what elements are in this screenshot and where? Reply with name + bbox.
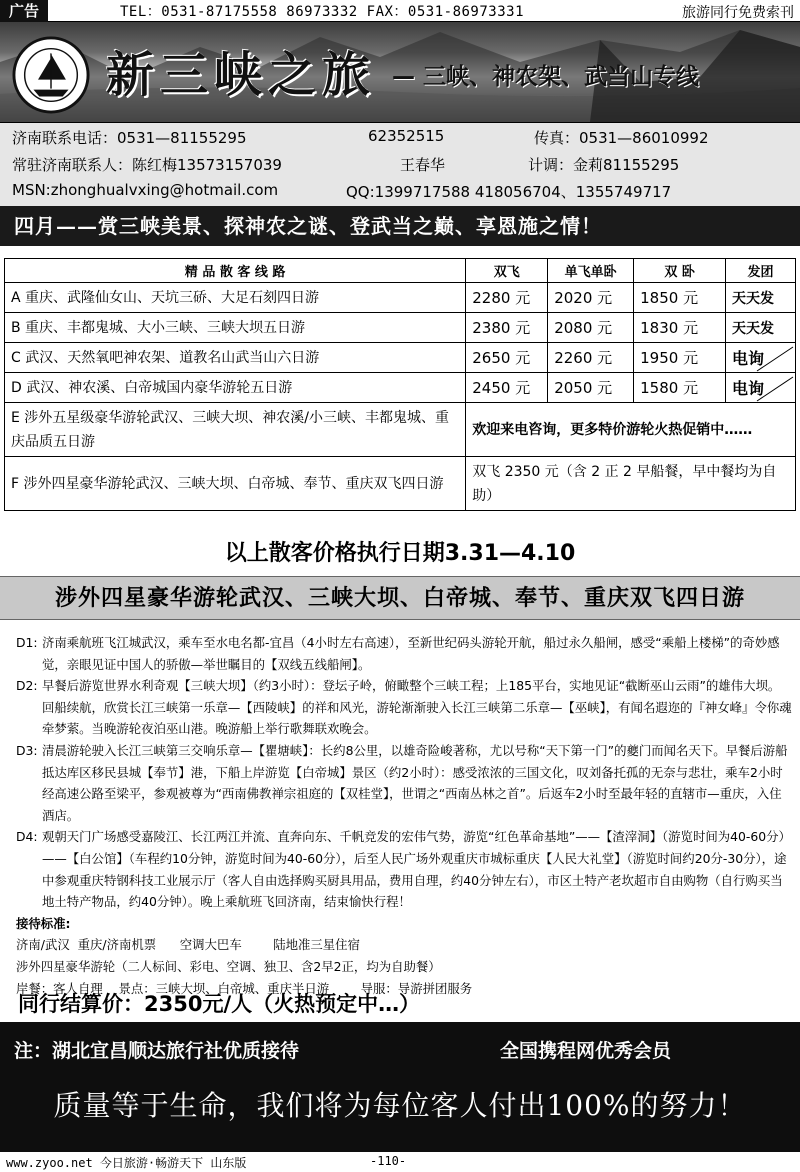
itinerary-day [16, 740, 792, 826]
resident-contact: 常驻济南联系人：陈红梅13573157039 [12, 156, 282, 174]
table-row [5, 457, 796, 511]
qq-numbers: QQ:1399717588 418056704、1355749717 [346, 183, 672, 201]
route-name: E 涉外五星级豪华游轮武汉、三峡大坝、神农溪/小三峡、丰都鬼城、重庆品质五日游 [5, 403, 466, 457]
contact-block [0, 122, 800, 206]
price-double-flight: 2450 元 [466, 373, 548, 403]
day-text: 济南乘航班飞江城武汉，乘车至水电名都-宜昌（4小时左右高速），至新世纪码头游轮开航，船过永久船闸，感受“乘船上楼梯”的奇妙感觉，亲眼见证中国人的骄傲—举世瞩目的【双线五线船闸】。 [42, 635, 780, 672]
msn-address: MSN:zhonghualvxing@hotmail.com [12, 181, 279, 199]
travel-agency-logo [12, 36, 90, 114]
itinerary [16, 632, 792, 999]
contact-person-2: 王春华 [400, 156, 446, 174]
route-name: F 涉外四星豪华游轮武汉、三峡大坝、白帝城、奉节、重庆双飞四日游 [5, 457, 466, 511]
departure [726, 373, 796, 403]
route-name: C 武汉、天然氧吧神农架、道教名山武当山六日游 [5, 343, 466, 373]
day-label: D1: [16, 635, 38, 650]
reception-note: 注：湖北宜昌顺达旅行社优质接待 [14, 1040, 300, 1062]
table-header-row [5, 259, 796, 283]
price-double-flight: 2650 元 [466, 343, 548, 373]
tour-title: 涉外四星豪华游轮武汉、三峡大坝、白帝城、奉节、重庆双飞四日游 [0, 576, 800, 620]
day-label: D2: [16, 678, 38, 694]
routes-table [4, 258, 796, 511]
itinerary-day [16, 826, 792, 912]
top-contact-line: TEL：0531-87175558 86973332 FAX：0531-86973331 [120, 4, 525, 20]
header-route: 精 品 散 客 线 路 [5, 259, 466, 283]
table-row [5, 343, 796, 373]
phone-2: 62352515 [368, 127, 445, 145]
april-slogan: 四月——赏三峡美景、探神农之谜、登武当之巅、享恩施之情！ [0, 206, 800, 246]
route-note: 双飞 2350 元（含 2 正 2 早船餐，早中餐均为自助） [466, 457, 796, 511]
table-row [5, 313, 796, 343]
header-double-flight: 双飞 [466, 259, 548, 283]
itinerary-day [16, 632, 792, 675]
day-text: 早餐后游览世界水利奇观【三峡大坝】（约3小时）：登坛子岭，俯瞰整个三峡工程；上185平台，实地见证“截断巫山云雨”的雄伟大坝。回船续航，欣赏长江三峡第一乐章—【西陵峡】的祥和风光，游轮渐渐驶入长江三峡第二乐章—【巫峡】，有闻名遐迩的『神女峰』令你魂牵梦萦。当晚游轮夜泊巫山港。晚游船上举行歌舞联欢晚会。 [42, 678, 792, 737]
route-name: A 重庆、武隆仙女山、天坑三硚、大足石刻四日游 [5, 283, 466, 313]
day-label: D3: [16, 742, 38, 758]
table-row [5, 283, 796, 313]
slash-mark [755, 343, 795, 373]
price-single-flight: 2080 元 [548, 313, 634, 343]
slash-mark [755, 373, 795, 403]
jinan-phone: 济南联系电话：0531—81155295 [12, 129, 247, 147]
standards-line: 岸餐：客人自理 景点：三峡大坝、白帝城、重庆半日游 导服：导游拼团服务 [16, 980, 473, 996]
free-request-text: 旅游同行免费索刊 [682, 5, 794, 21]
departure: 天天发 [726, 313, 796, 343]
header-single-flight: 单飞单卧 [548, 259, 634, 283]
route-note: 欢迎来电咨询，更多特价游轮火热促销中…… [466, 403, 796, 457]
price-double-sleeper: 1580 元 [634, 373, 726, 403]
departure [726, 343, 796, 373]
footer-panel [0, 1022, 800, 1152]
bottom-bar [0, 1152, 800, 1172]
route-name: D 武汉、神农溪、白帝城国内豪华游轮五日游 [5, 373, 466, 403]
price-double-flight: 2280 元 [466, 283, 548, 313]
departure-label: 电询 [732, 349, 765, 368]
member-badge: 全国携程网优秀会员 [500, 1040, 672, 1062]
day-text: 观朝天门广场感受嘉陵江、长江两江并流、直奔向东、千帆竞发的宏伟气势，游览“红色革命基地”——【渣滓洞】（游览时间为40-60分）——【白公馆】（车程约10分钟，游览时间为40-60分），后至人民广场外观重庆市城标重庆【人民大礼堂】（游览时间约20分-30分），途中参观重庆特钢科技工业展示厅（客人自由选择购买厨具用品，费用自理，约40分钟左右），市区土特产老坎超市自由购物（自行购买当地土特产物品，约40分钟）。晚上乘航班飞回济南，结束愉快行程！ [42, 829, 791, 910]
fax: 传真：0531—86010992 [534, 129, 709, 147]
settlement-price: 同行结算价：2350元/人（火热预定中…） [18, 992, 421, 1016]
dispatcher: 计调：金莉81155295 [528, 156, 680, 174]
day-text: 清晨游轮驶入长江三峡第三交响乐章—【瞿塘峡】：长约8公里，以雄奇险峻著称，尤以号称“天下第一门”的夔门而闻名天下。早餐后游船抵达库区移民县城【奉节】港，下船上岸游览【白帝城】景区（约2小时）：感受浓浓的三国文化，叹刘备托孤的无奈与悲壮，乘车2小时经高速公路至梁平，参观被尊为“西南佛教禅宗祖庭的【双桂堂】，世谓之“西南丛林之首”。后返车2小时至最年轻的直辖市—重庆，入住酒店。 [42, 742, 788, 823]
ad-tag: 广告 [0, 0, 48, 22]
top-strip [0, 0, 800, 22]
standards-title: 接待标准: [16, 915, 71, 931]
banner-subtitle: — 三峡、神农架、武当山专线 [392, 64, 700, 90]
departure: 天天发 [726, 283, 796, 313]
standards-line: 济南/武汉 重庆/济南机票 空调大巴车 陆地准三星住宿 [16, 937, 360, 953]
table-row [5, 403, 796, 457]
day-label: D4: [16, 829, 38, 845]
price-single-flight: 2260 元 [548, 343, 634, 373]
site-url: www.zyoo.net 今日旅游·畅游天下 山东版 [6, 1156, 247, 1170]
price-double-sleeper: 1830 元 [634, 313, 726, 343]
route-name: B 重庆、丰都鬼城、大小三峡、三峡大坝五日游 [5, 313, 466, 343]
price-double-sleeper: 1950 元 [634, 343, 726, 373]
price-validity: 以上散客价格执行日期3.31—4.10 [224, 541, 576, 566]
price-single-flight: 2050 元 [548, 373, 634, 403]
banner [0, 22, 800, 122]
quality-slogan: 质量等于生命，我们将为每位客人付出100%的努力！ [53, 1089, 747, 1122]
banner-title: 新三峡之旅 [106, 47, 377, 103]
departure-label: 电询 [732, 379, 765, 398]
header-double-sleeper: 双 卧 [634, 259, 726, 283]
price-double-flight: 2380 元 [466, 313, 548, 343]
table-row [5, 373, 796, 403]
header-departure: 发团 [726, 259, 796, 283]
price-double-sleeper: 1850 元 [634, 283, 726, 313]
itinerary-day [16, 675, 792, 740]
page-number: -110- [370, 1154, 407, 1168]
standards-line: 涉外四星豪华游轮（二人标间、彩电、空调、独卫、含2早2正，均为自助餐） [16, 958, 441, 974]
price-single-flight: 2020 元 [548, 283, 634, 313]
